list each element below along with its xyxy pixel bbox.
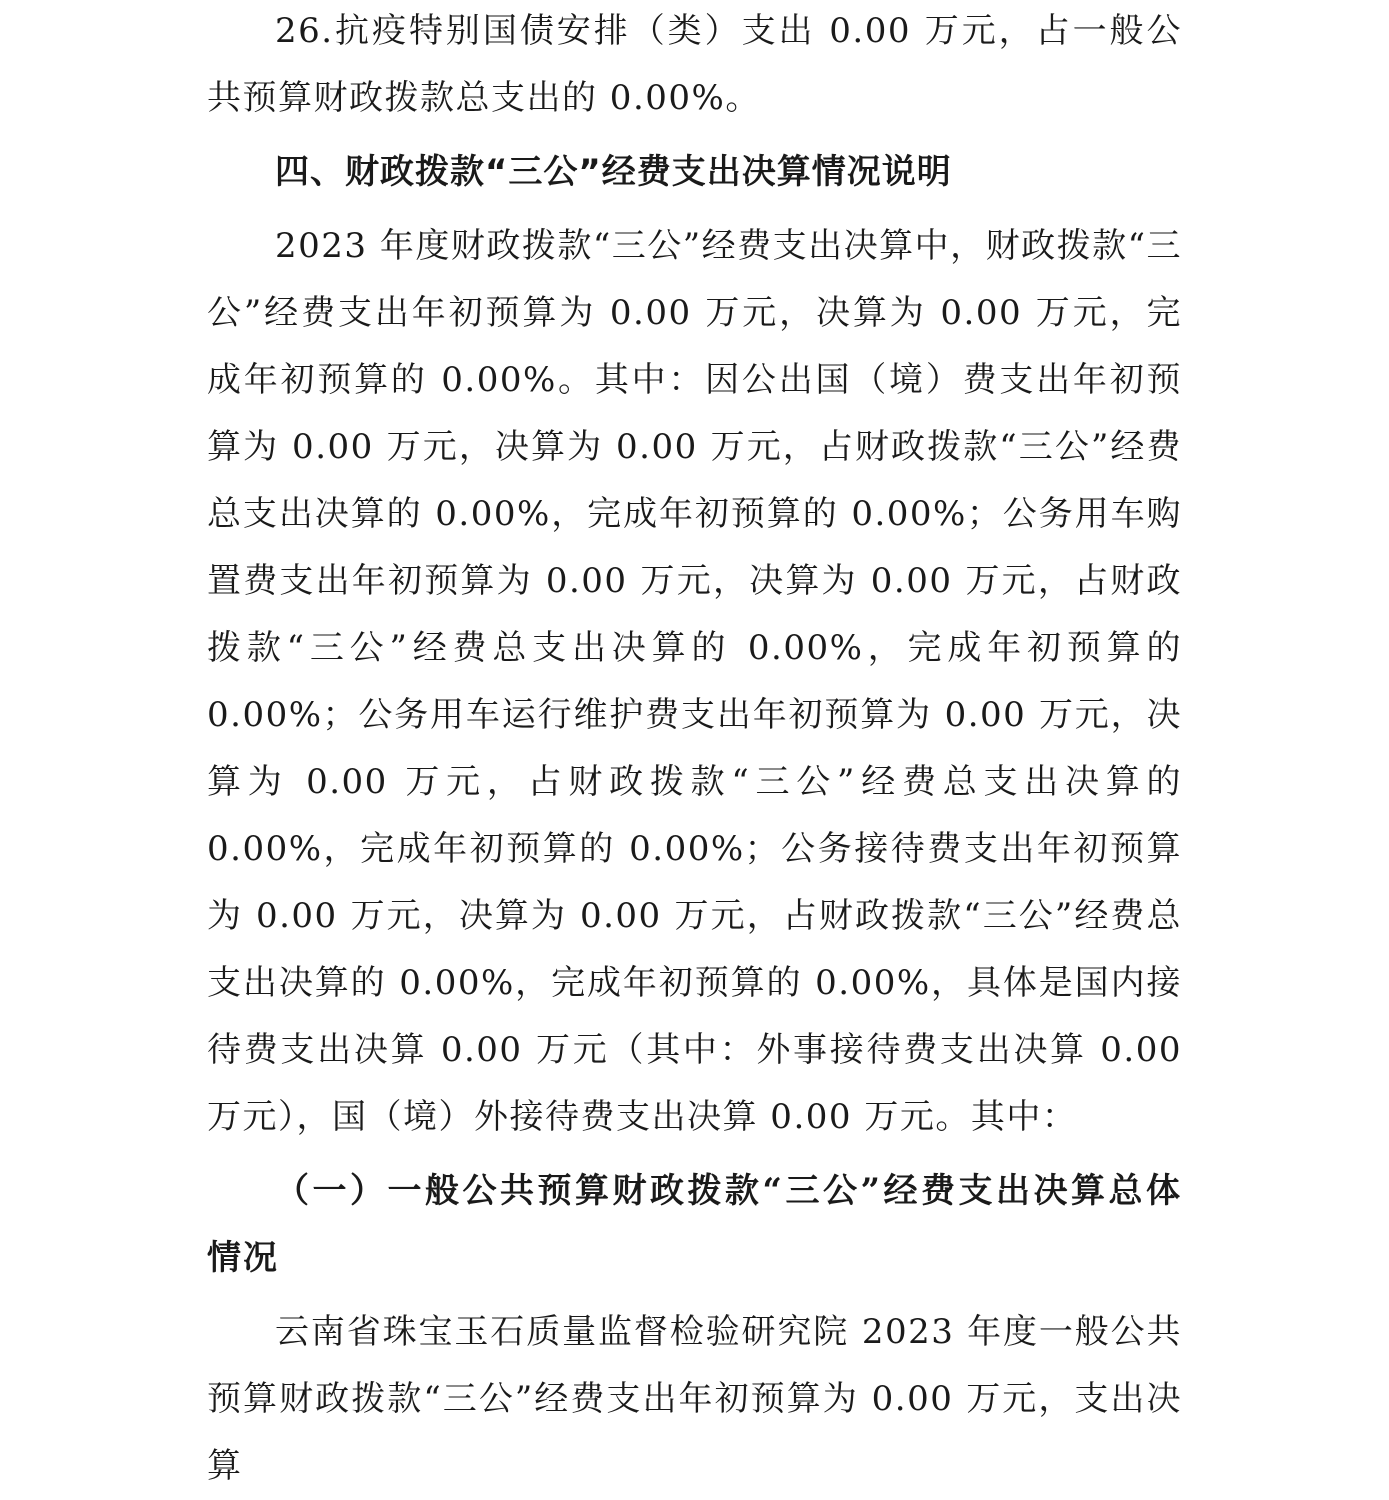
section-heading: 四、财政拨款“三公”经费支出决算情况说明 <box>275 152 952 192</box>
subheading-overall: （一）一般公共预算财政拨款“三公”经费支出决算总体情况 <box>207 1171 1182 1278</box>
document-page <box>207 0 1182 1500</box>
paragraph-overall: 云南省珠宝玉石质量监督检验研究院 2023 年度一般公共预算财政拨款“三公”经费支出年初预算为 0.00 万元，支出决算 <box>207 1312 1182 1486</box>
paragraph-item-26: 26.抗疫特别国债安排（类）支出 0.00 万元，占一般公共预算财政拨款总支出的 0.00%。 <box>207 11 1182 118</box>
paragraph-three-public-summary: 2023 年度财政拨款“三公”经费支出决算中，财政拨款“三公”经费支出年初预算为 0.00 万元，决算为 0.00 万元，完成年初预算的 0.00%。其中：因公出国（境）费支出年初预算为 0.00 万元，决算为 0.00 万元，占财政拨款“三公”经费总支出决算的 0.00%，完成年初预算的 0.00%；公务用车购置费支出年初预算为 0.00 万元，决算为 0.00 万元，占财政拨款“三公”经费总支出决算的 0.00%，完成年初预算的 0.00%；公务用车运行维护费支出年初预算为 0.00 万元，决算为 0.00 万元，占财政拨款“三公”经费总支出决算的 0.00%，完成年初预算的 0.00%；公务接待费支出年初预算为 0.00 万元，决算为 0.00 万元，占财政拨款“三公”经费总支出决算的 0.00%，完成年初预算的 0.00%，具体是国内接待费支出决算 0.00 万元（其中：外事接待费支出决算 0.00 万元），国（境）外接待费支出决算 0.00 万元。其中： <box>207 226 1182 1137</box>
